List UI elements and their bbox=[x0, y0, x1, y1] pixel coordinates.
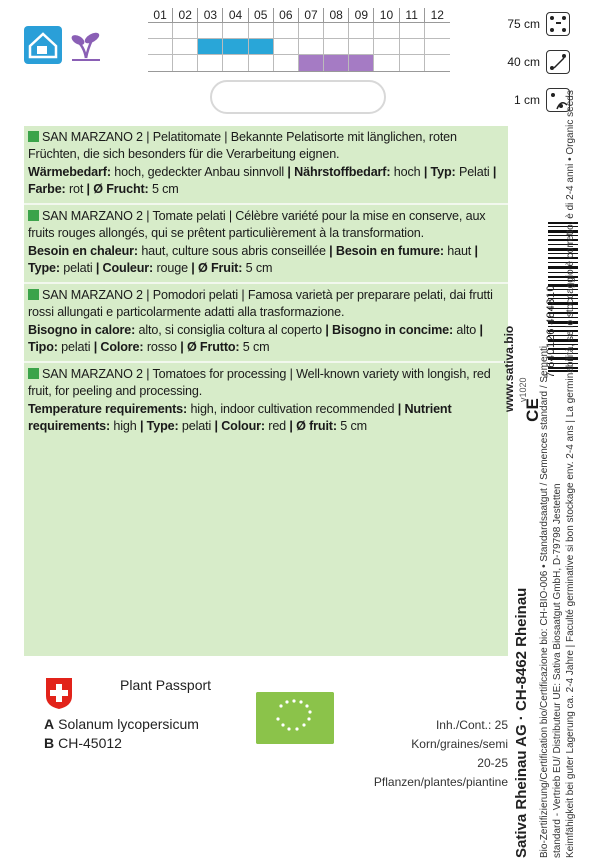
attr-key: Besoin en chaleur: bbox=[28, 244, 138, 258]
barcode-number: 7 640126 484310 bbox=[545, 284, 557, 378]
variety-name: SAN MARZANO 2 bbox=[42, 367, 143, 381]
description-block-it bbox=[24, 284, 508, 363]
attr-key: | Farbe: bbox=[28, 165, 497, 196]
calendar-cell bbox=[173, 23, 198, 38]
calendar-month-label: 01 bbox=[148, 8, 173, 22]
row-spacing-icon bbox=[546, 12, 570, 36]
attr-value: 5 cm bbox=[242, 260, 273, 275]
row-spacing-label: 75 cm bbox=[507, 17, 540, 31]
calendar-cell bbox=[400, 23, 425, 38]
calendar-cell bbox=[299, 55, 324, 71]
calendar-cell bbox=[349, 23, 374, 38]
variety-name: SAN MARZANO 2 bbox=[42, 130, 143, 144]
green-square-icon bbox=[28, 368, 39, 379]
calendar-cell bbox=[223, 39, 248, 54]
calendar-cell bbox=[324, 23, 349, 38]
calendar-month-label: 07 bbox=[299, 8, 324, 22]
calendar-cell bbox=[400, 39, 425, 54]
green-square-icon bbox=[28, 210, 39, 221]
attr-value: haut bbox=[443, 244, 475, 258]
attr-value: rot bbox=[65, 181, 87, 196]
description-block-en bbox=[24, 363, 508, 440]
attr-key: | Typ: bbox=[423, 165, 456, 179]
version-code: v1020 bbox=[518, 377, 528, 402]
calendar-month-label: 05 bbox=[249, 8, 274, 22]
calendar-cell bbox=[400, 55, 425, 71]
spacing-legend bbox=[470, 12, 570, 126]
plant-passport-title: Plant Passport bbox=[120, 677, 212, 693]
calendar-cell bbox=[223, 23, 248, 38]
attr-key: | Besoin en fumure: bbox=[329, 244, 444, 258]
package-contents bbox=[358, 716, 508, 792]
calendar-cell bbox=[324, 39, 349, 54]
attr-value: haut, culture sous abris conseillée bbox=[137, 244, 330, 258]
attr-value: Pelati bbox=[455, 165, 493, 179]
calendar-cell bbox=[198, 55, 223, 71]
certification-text: Bio-Zertifizierung/Certification bio/Certificazione bio: CH-BIO-006 • Standardsaatgut / Semences standard / Sementi bbox=[539, 345, 550, 858]
variety-description: | Tomate pelati | Célèbre variété pour la mise en conserve, aux fruits rouges allongés, qui se prêtent particulièrement à la transformation. bbox=[28, 209, 486, 240]
attr-key: | Ø Fruit: bbox=[191, 260, 243, 275]
contents-seeds: Inh./Cont.: 25 Korn/graines/semi bbox=[411, 718, 508, 751]
passport-letter: B bbox=[44, 735, 55, 751]
contents-plants: 20-25 Pflanzen/plantes/piantine bbox=[373, 756, 508, 789]
calendar-cell bbox=[148, 23, 173, 38]
calendar-cell bbox=[374, 39, 399, 54]
calendar-month-label: 08 bbox=[324, 8, 349, 22]
calendar-month-label: 09 bbox=[349, 8, 374, 22]
calendar-cell bbox=[249, 39, 274, 54]
attr-value: 5 cm bbox=[239, 339, 270, 354]
attr-value: hoch, gedeckter Anbau sinnvoll bbox=[110, 165, 288, 179]
calendar-cell bbox=[374, 55, 399, 71]
calendar-cell bbox=[349, 55, 374, 71]
attr-key: | Bisogno in concime: bbox=[325, 323, 454, 337]
calendar-cell bbox=[324, 55, 349, 71]
calendar-month-label: 06 bbox=[274, 8, 299, 22]
attr-key: | Ø Frutto: bbox=[180, 339, 240, 354]
calendar-row bbox=[148, 23, 450, 39]
calendar-cell bbox=[198, 39, 223, 54]
calendar-month-label: 03 bbox=[198, 8, 223, 22]
seedling-sowing-icon bbox=[66, 26, 106, 66]
attr-key: Bisogno in calore: bbox=[28, 323, 136, 337]
calendar-cell bbox=[299, 39, 324, 54]
eu-organic-leaf-logo bbox=[256, 692, 334, 744]
calendar-row-sowing bbox=[148, 39, 450, 55]
attr-value: high, indoor cultivation recommended bbox=[187, 402, 398, 416]
green-square-icon bbox=[28, 131, 39, 142]
calendar-cell bbox=[173, 55, 198, 71]
attr-value: pelati bbox=[59, 260, 96, 275]
attr-value: alto, si consiglia coltura al coperto bbox=[135, 323, 326, 337]
passport-value: CH-45012 bbox=[58, 735, 122, 751]
attr-key: | Ø fruit: bbox=[289, 418, 337, 433]
calendar-cell bbox=[249, 23, 274, 38]
calendar-cell bbox=[425, 55, 450, 71]
calendar-month-label: 02 bbox=[173, 8, 198, 22]
ce-mark: CE bbox=[522, 398, 542, 422]
plant-spacing-label: 40 cm bbox=[507, 55, 540, 69]
website-link[interactable]: www.sativa.bio bbox=[502, 325, 516, 412]
calendar-cell bbox=[299, 23, 324, 38]
calendar-cell bbox=[198, 23, 223, 38]
company-address: Sativa Rheinau AG · CH-8462 Rheinau bbox=[513, 587, 530, 858]
variety-description: | Pelatitomate | Bekannte Pelatisorte mit länglichen, roten Früchten, die sich besonders für die Verarbeitung eignen. bbox=[28, 130, 457, 161]
calendar-cell bbox=[274, 39, 299, 54]
attr-key: Wärmebedarf: bbox=[28, 165, 111, 179]
calendar-month-label: 04 bbox=[223, 8, 248, 22]
attr-value: red bbox=[264, 418, 290, 433]
passport-line-a bbox=[44, 716, 199, 732]
calendar-month-label: 10 bbox=[374, 8, 399, 22]
attr-key: | Couleur: bbox=[95, 260, 154, 275]
variety-description: | Tomatoes for processing | Well-known variety with longish, red fruit, for peeling and processing. bbox=[28, 367, 491, 398]
calendar-month-label: 12 bbox=[430, 8, 444, 22]
calendar-row-harvest bbox=[148, 55, 450, 71]
attr-key: | Type: bbox=[28, 244, 478, 275]
description-block-de bbox=[24, 126, 508, 205]
calendar-month-header bbox=[148, 8, 450, 22]
attr-value: pelati bbox=[178, 418, 215, 433]
attr-key: | Type: bbox=[139, 418, 179, 433]
variety-description-panel bbox=[24, 126, 508, 656]
greenhouse-icon bbox=[24, 26, 62, 64]
germination-text: Keimfähigkeit bei guter Lagerung ca. 2-4 Jahre | Faculté germinative si bon stockage env. 2-4 ans | La germinabilità, se lo stoccaggio è corretto, è di 2-4 anni • Organic seeds bbox=[565, 90, 576, 858]
calendar-cell bbox=[425, 39, 450, 54]
attr-value: rosso bbox=[143, 339, 181, 354]
calendar-cell bbox=[274, 55, 299, 71]
passport-line-b bbox=[44, 735, 122, 751]
attr-value: hoch bbox=[390, 165, 424, 179]
attr-value: rouge bbox=[153, 260, 192, 275]
distributor-text: standard - Vertrieb EU/ Distributeur UE: Sativa Biosaatgut GmbH, D-79798 Jestetten bbox=[552, 483, 563, 858]
calendar-cell bbox=[148, 55, 173, 71]
calendar-cell bbox=[148, 39, 173, 54]
attr-value: 5 cm bbox=[148, 181, 179, 196]
calendar-month-label: 11 bbox=[400, 8, 425, 22]
attr-value: alto bbox=[453, 323, 480, 337]
passport-value: Solanum lycopersicum bbox=[58, 716, 199, 732]
attr-value: pelati bbox=[57, 339, 94, 354]
swiss-cross-icon bbox=[44, 676, 74, 710]
hang-slot bbox=[210, 80, 386, 114]
calendar-cell bbox=[173, 39, 198, 54]
variety-name: SAN MARZANO 2 bbox=[42, 288, 143, 302]
attr-key: | Nutrient requirements: bbox=[28, 402, 452, 433]
attr-key: | Colour: bbox=[214, 418, 265, 433]
calendar-cell bbox=[249, 55, 274, 71]
description-block-fr bbox=[24, 205, 508, 284]
attr-key: | Nährstoffbedarf: bbox=[287, 165, 391, 179]
calendar-cell bbox=[374, 23, 399, 38]
calendar-cell bbox=[425, 23, 450, 38]
calendar-cell bbox=[223, 55, 248, 71]
sowing-harvest-calendar bbox=[148, 8, 450, 72]
variety-description: | Pomodori pelati | Famosa varietà per preparare pelati, dai frutti rossi allungati e particolarmente adatti alla trasformazione. bbox=[28, 288, 493, 319]
attr-key: | Tipo: bbox=[28, 323, 483, 354]
attr-key: | Colore: bbox=[93, 339, 144, 354]
passport-letter: A bbox=[44, 716, 55, 732]
sowing-depth-label: 1 cm bbox=[513, 93, 540, 107]
attr-key: | Ø Frucht: bbox=[86, 181, 149, 196]
attr-value: 5 cm bbox=[336, 418, 367, 433]
attr-key: Temperature requirements: bbox=[28, 402, 188, 416]
calendar-cell bbox=[349, 39, 374, 54]
variety-name: SAN MARZANO 2 bbox=[42, 209, 143, 223]
attr-value: high bbox=[110, 418, 140, 433]
calendar-cell bbox=[274, 23, 299, 38]
green-square-icon bbox=[28, 289, 39, 300]
plant-spacing-icon bbox=[546, 50, 570, 74]
